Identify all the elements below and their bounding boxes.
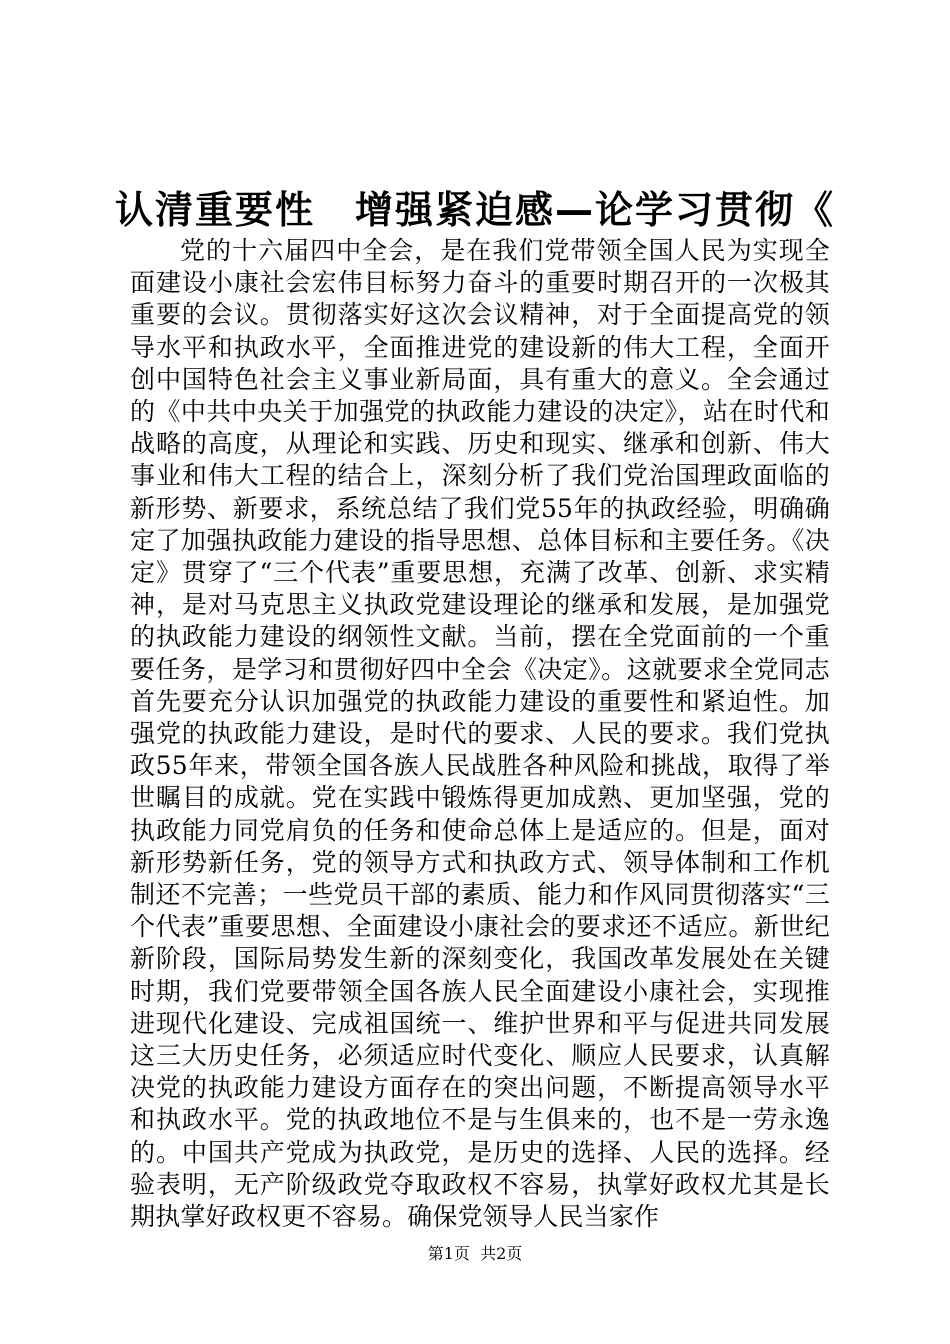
- document-title: 认清重要性 增强紧迫感—论学习贯彻《: [114, 188, 835, 232]
- body-paragraph: 党的十六届四中全会，是在我们党带领全国人民为实现全面建设小康社会宏伟目标努力奋斗的重要时期召开的一次极其重要的会议。贯彻落实好这次会议精神，对于全面提高党的领导水平和执政水平，全面推进党的建设新的伟大工程，全面开创中国特色社会主义事业新局面，具有重大的意义。全会通过的《中共中央关于加强党的执政能力建设的决定》，站在时代和战略的高度，从理论和实践、历史和现实、继承和创新、伟大事业和伟大工程的结合上，深刻分析了我们党治国理政面临的新形势、新要求，系统总结了我们党55年的执政经验，明确确定了加强执政能力建设的指导思想、总体目标和主要任务。《决定》贯穿了“三个代表”重要思想，充满了改革、创新、求实精神，是对马克思主义执政党建设理论的继承和发展，是加强党的执政能力建设的纲领性文献。当前，摆在全党面前的一个重要任务，是学习和贯彻好四中全会《决定》。这就要求全党同志首先要充分认识加强党的执政能力建设的重要性和紧迫性。加强党的执政能力建设，是时代的要求、人民的要求。我们党执政55年来，带领全国各族人民战胜各种风险和挑战，取得了举世瞩目的成就。党在实践中锻炼得更加成熟、更加坚强，党的执政能力同党肩负的任务和使命总体上是适应的。但是，面对新形势新任务，党的领导方式和执政方式、领导体制和工作机制还不完善；一些党员干部的素质、能力和作风同贯彻落实“三个代表”重要思想、全面建设小康社会的要求还不适应。新世纪新阶段，国际局势发生新的深刻变化，我国改革发展处在关键时期，我们党要带领全国各族人民全面建设小康社会，实现推进现代化建设、完成祖国统一、维护世界和平与促进共同发展这三大历史任务，必须适应时代变化、顺应人民要求，认真解决党的执政能力建设方面存在的突出问题，不断提高领导水平和执政水平。党的执政地位不是与生俱来的，也不是一劳永逸的。中国共产党成为执政党，是历史的选择、人民的选择。经验表明，无产阶级政党夺取政权不容易，执掌好政权尤其是长期执掌好政权更不容易。确保党领导人民当家作: [130, 236, 830, 1232]
- page-number-footer: 第1页 共2页: [427, 1244, 523, 1263]
